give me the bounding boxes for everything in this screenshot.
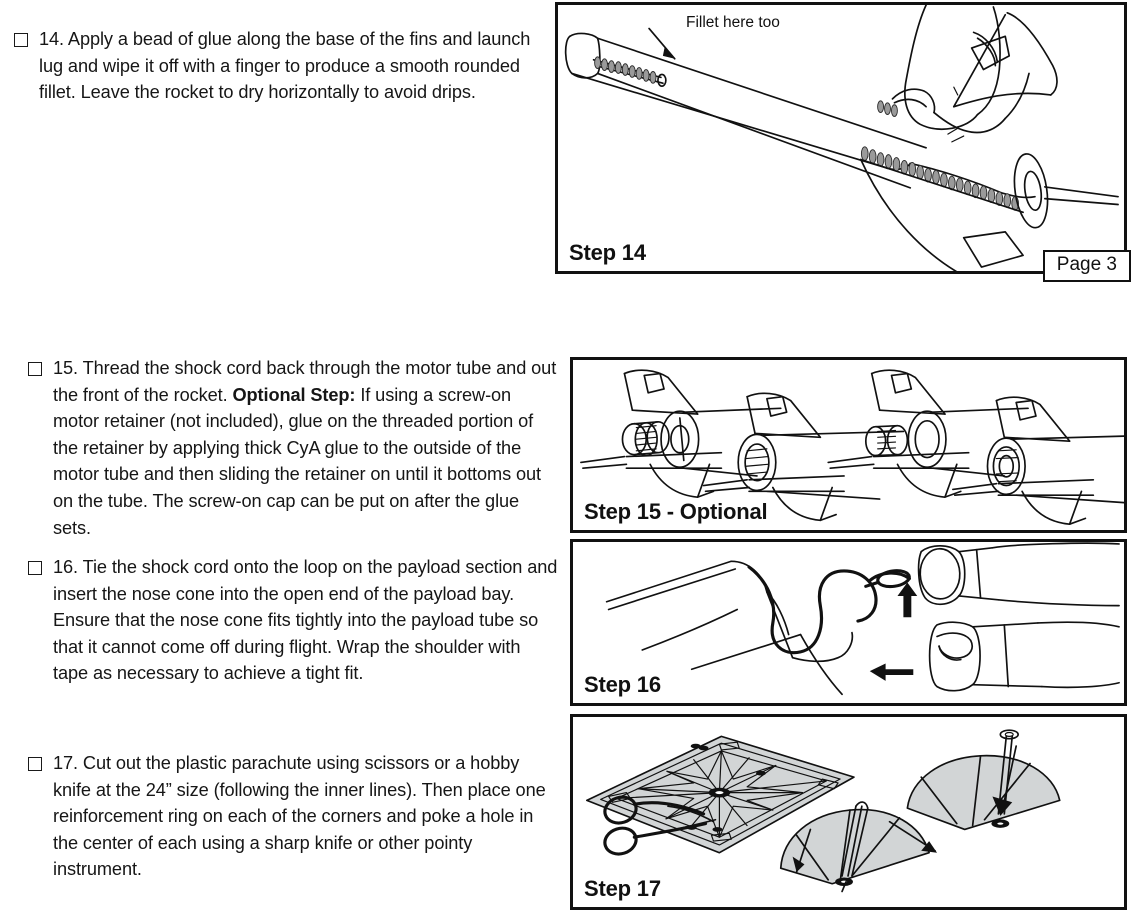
panel-step-16-label: Step 16 [584, 672, 661, 697]
step-17-body [53, 750, 548, 883]
step-15-optional-label: Optional Step: [232, 384, 356, 405]
step-15-text-block [28, 355, 560, 541]
panel-step-15 [570, 357, 1127, 533]
panel-step-17 [570, 714, 1127, 910]
step-15-paragraph-part-1: 15. Thread the shock cord back through the motor tube and out the front of the rocket. [53, 358, 557, 405]
fillet-here-too-callout: Fillet here too [686, 14, 780, 31]
panel-step-14 [555, 2, 1127, 274]
panel-step-15-label: Step 15 - Optional [584, 499, 768, 524]
step-15-body [53, 355, 560, 541]
step-15-paragraph-part-2: If using a screw-on motor retainer (not included), glue on the threaded portion of the retainer by applying thick CyA glue to the outside of the motor tube and then sliding the retainer on until it bottoms out on the tube. The screw-on cap can be put on after the glue sets. [53, 384, 541, 538]
panel-step-14-artwork [558, 5, 1124, 271]
step-16-body [53, 554, 560, 687]
page-number-badge: Page 3 [1043, 250, 1131, 282]
step-14-text-block [14, 26, 542, 106]
panel-step-16 [570, 539, 1127, 706]
step-14-body [39, 26, 542, 106]
step-14-checkbox[interactable] [14, 33, 28, 47]
step-16-text-block [28, 554, 560, 687]
panel-step-17-label: Step 17 [584, 876, 661, 901]
step-17-paragraph: 17. Cut out the plastic parachute using scissors or a hobby knife at the 24” size (following the inner lines). Then place one reinforcement ring on each of the corners and poke a hole in the center of each using a sharp knife or other pointy instrument. [53, 753, 546, 880]
step-15-checkbox[interactable] [28, 362, 42, 376]
step-16-checkbox[interactable] [28, 561, 42, 575]
step-14-paragraph: 14. Apply a bead of glue along the base of the fins and launch lug and wipe it off with a finger to produce a smooth rounded fillet. Leave the rocket to dry horizontally to avoid drips. [39, 29, 531, 103]
step-16-paragraph: 16. Tie the shock cord onto the loop on the payload section and insert the nose cone into the open end of the payload bay. Ensure that the nose cone fits tightly into the payload tube so that it cannot come off during flight. Wrap the shoulder with tape as necessary to achieve a tight fit. [53, 557, 558, 684]
step-17-checkbox[interactable] [28, 757, 42, 771]
panel-step-14-label: Step 14 [569, 240, 646, 265]
step-17-text-block [28, 750, 548, 883]
